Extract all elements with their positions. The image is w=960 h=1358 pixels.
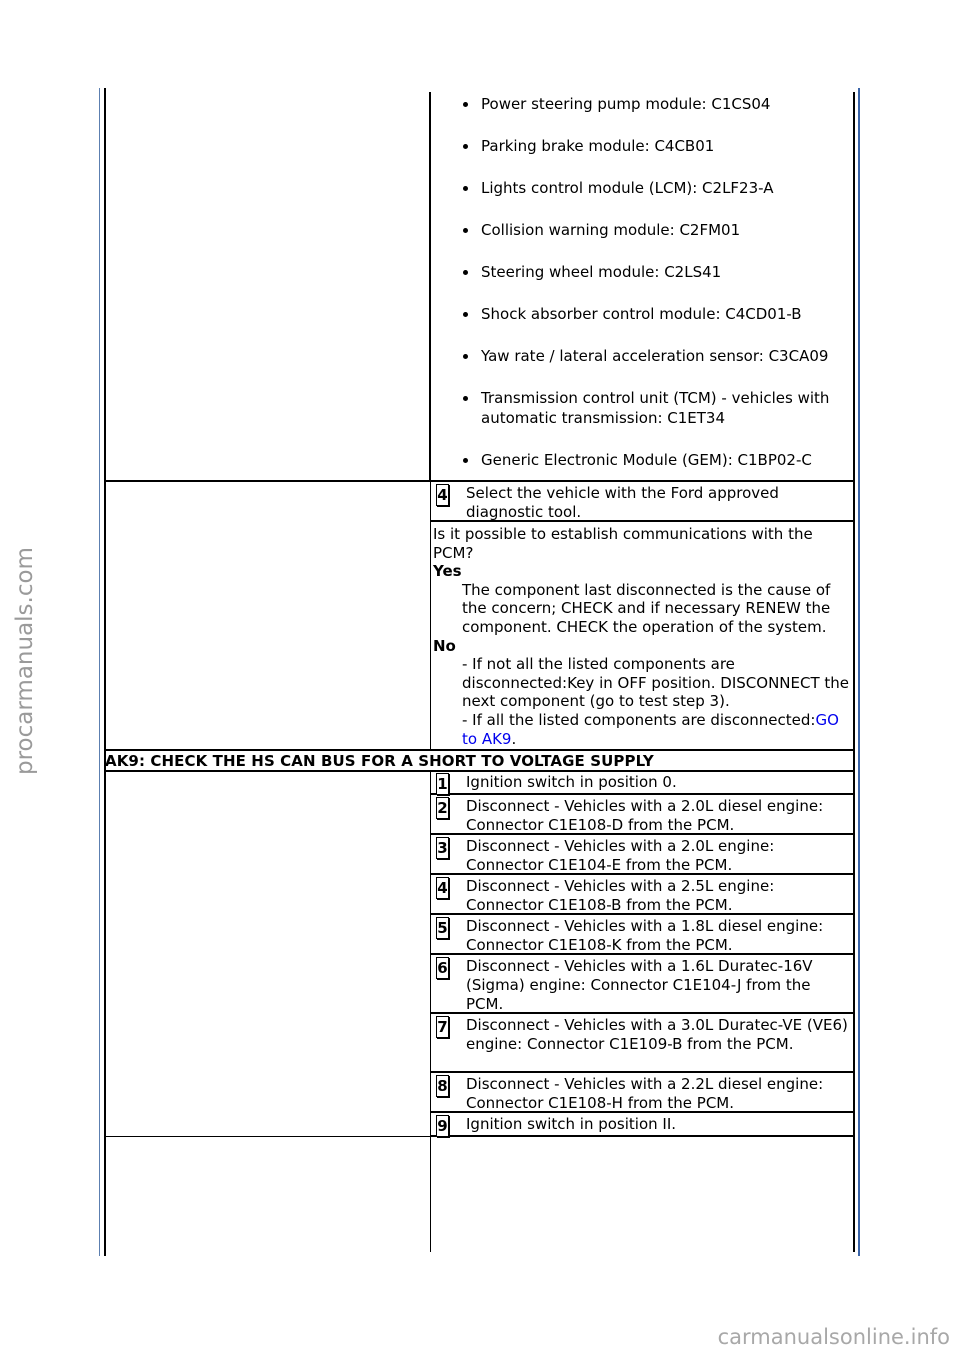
- no-answer-2-end: .: [511, 729, 517, 748]
- go-to-ak9-link[interactable]: GO to AK9: [462, 710, 839, 748]
- step-number: 8: [437, 1077, 448, 1095]
- step-number: 5: [437, 919, 448, 937]
- step-text: Disconnect - Vehicles with a 2.0L diesel engine: Connector C1E108-D from the PCM.: [466, 797, 824, 834]
- rule-before-heading: [104, 749, 855, 751]
- column-divider-top: [429, 92, 431, 480]
- step-number: 2: [437, 799, 448, 817]
- no-answer-2-text: - If all the listed components are disconnected:: [462, 710, 816, 729]
- step-text: Disconnect - Vehicles with a 2.5L engine: Connector C1E108-B from the PCM.: [466, 877, 775, 914]
- step-number: 3: [437, 839, 448, 857]
- left-frame-blue: [99, 88, 100, 1256]
- list-item: Steering wheel module: C2LS41: [463, 262, 853, 282]
- no-label: No: [433, 636, 456, 655]
- yes-label: Yes: [433, 562, 462, 581]
- question-text: Is it possible to establish communications with the PCM?: [433, 525, 813, 562]
- step-number: 6: [437, 959, 448, 977]
- bottom-watermark: carmanualsonline.info: [717, 1325, 950, 1349]
- list-item: Collision warning module: C2FM01: [463, 220, 853, 240]
- step-number: 1: [437, 775, 448, 793]
- step-number: 4: [437, 486, 448, 504]
- step-number: 4: [437, 879, 448, 897]
- step-text: Disconnect - Vehicles with a 2.2L diesel engine: Connector C1E108-H from the PCM.: [466, 1075, 824, 1112]
- column-divider-middle: [430, 482, 431, 750]
- step-number: 9: [437, 1117, 448, 1135]
- step-text: Ignition switch in position 0.: [466, 773, 677, 791]
- rule-after-ak9-step7: [430, 1071, 855, 1073]
- section-heading-ak9: AK9: CHECK THE HS CAN BUS FOR A SHORT TO VOLTAGE SUPPLY: [105, 752, 654, 770]
- left-frame-black: [104, 88, 106, 1256]
- step-text: Ignition switch in position II.: [466, 1115, 677, 1133]
- step-text: Disconnect - Vehicles with a 1.6L Duratec-16V (Sigma) engine: Connector C1E104-J from the PCM.: [466, 957, 813, 1013]
- list-item: Lights control module (LCM): C2LF23-A: [463, 178, 853, 198]
- list-item: Generic Electronic Module (GEM): C1BP02-C: [463, 450, 853, 470]
- list-item: Shock absorber control module: C4CD01-B: [463, 304, 853, 324]
- no-answer-2: [433, 711, 851, 748]
- module-list: [463, 94, 853, 492]
- right-frame-blue: [858, 88, 860, 1256]
- no-answer-1: - If not all the listed components are disconnected:Key in OFF position. DISCONNECT the next component (go to test step 3).: [462, 655, 850, 711]
- step-number: 7: [437, 1018, 448, 1036]
- rule-after-heading: [104, 770, 855, 772]
- question-block: [433, 525, 851, 748]
- rule-after-ak9-step9: [430, 1135, 855, 1137]
- list-item: Yaw rate / lateral acceleration sensor: C3CA09: [463, 346, 853, 366]
- step-text: Disconnect - Vehicles with a 3.0L Duratec-VE (VE6) engine: Connector C1E109-B from the PCM.: [466, 1016, 848, 1053]
- right-frame-black: [853, 92, 855, 1252]
- list-item: Parking brake module: C4CB01: [463, 136, 853, 156]
- step-text: Disconnect - Vehicles with a 1.8L diesel engine: Connector C1E108-K from the PCM.: [466, 917, 824, 954]
- rule-bottom-left: [104, 1136, 430, 1137]
- list-item: Transmission control unit (TCM) - vehicles with automatic transmission: C1ET34: [463, 388, 853, 428]
- yes-answer: The component last disconnected is the cause of the concern; CHECK and if necessary RENEW the component. CHECK the operation of the system.: [462, 580, 831, 636]
- step-text: Disconnect - Vehicles with a 2.0L engine: Connector C1E104-E from the PCM.: [466, 837, 775, 874]
- step-text: Select the vehicle with the Ford approved diagnostic tool.: [466, 484, 779, 521]
- list-item: Power steering pump module: C1CS04: [463, 94, 853, 114]
- column-divider-bottom: [430, 770, 431, 1252]
- rule-after-ak9-step1: [430, 793, 855, 795]
